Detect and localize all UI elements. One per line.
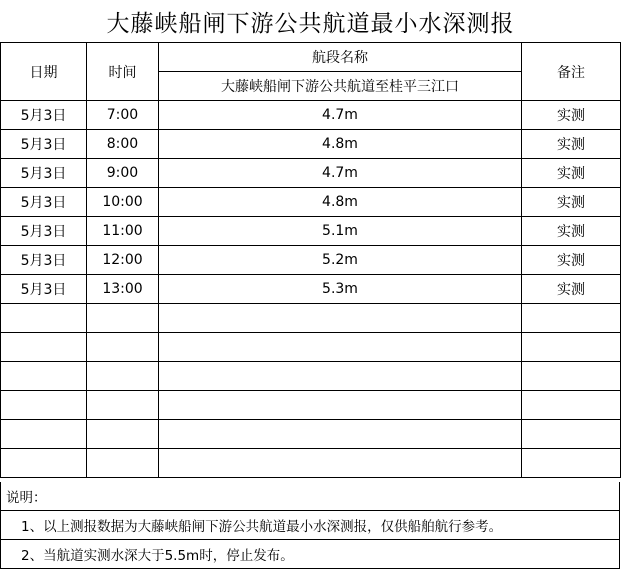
empty-cell: [1, 304, 87, 333]
empty-row: [1, 362, 621, 391]
cell-depth: 4.8m: [159, 188, 522, 217]
header-section-value: 大藤峡船闸下游公共航道至桂平三江口: [159, 72, 522, 101]
blank-grid-row: [1, 449, 621, 478]
cell-date: 5月3日: [1, 217, 87, 246]
header-row: [1, 43, 621, 72]
empty-row: [1, 391, 621, 420]
empty-cell: [159, 333, 522, 362]
cell-time: 8:00: [87, 130, 159, 159]
cell-remark: 实测: [522, 217, 621, 246]
cell-remark: 实测: [522, 246, 621, 275]
note-item: 1、以上测报数据为大藤峡船闸下游公共航道最小水深测报，仅供船舶航行参考。: [0, 511, 620, 540]
cell-time: 12:00: [87, 246, 159, 275]
cell-date: 5月3日: [1, 275, 87, 304]
notes-section: [0, 482, 620, 569]
empty-cell: [159, 362, 522, 391]
grid-cell: [87, 449, 159, 478]
cell-date: 5月3日: [1, 159, 87, 188]
grid-cell: [159, 449, 522, 478]
cell-depth: 4.8m: [159, 130, 522, 159]
cell-remark: 实测: [522, 101, 621, 130]
cell-date: 5月3日: [1, 246, 87, 275]
empty-cell: [1, 391, 87, 420]
cell-date: 5月3日: [1, 188, 87, 217]
cell-depth: 5.1m: [159, 217, 522, 246]
empty-cell: [159, 420, 522, 449]
table-row: [1, 275, 621, 304]
cell-depth: 4.7m: [159, 159, 522, 188]
empty-cell: [159, 304, 522, 333]
header-date: 日期: [1, 43, 87, 101]
header-remark: 备注: [522, 43, 621, 101]
empty-cell: [87, 362, 159, 391]
empty-cell: [1, 362, 87, 391]
cell-remark: 实测: [522, 159, 621, 188]
table-row: [1, 101, 621, 130]
cell-date: 5月3日: [1, 101, 87, 130]
empty-cell: [522, 420, 621, 449]
table-row: [1, 159, 621, 188]
header-time: 时间: [87, 43, 159, 101]
cell-remark: 实测: [522, 130, 621, 159]
empty-row: [1, 333, 621, 362]
empty-cell: [522, 362, 621, 391]
table-row: [1, 217, 621, 246]
empty-cell: [87, 420, 159, 449]
cell-time: 9:00: [87, 159, 159, 188]
cell-depth: 5.2m: [159, 246, 522, 275]
empty-cell: [87, 333, 159, 362]
empty-cell: [1, 420, 87, 449]
grid-cell: [522, 449, 621, 478]
empty-cell: [87, 391, 159, 420]
cell-depth: 5.3m: [159, 275, 522, 304]
empty-cell: [522, 391, 621, 420]
report-title: 大藤峡船闸下游公共航道最小水深测报: [106, 10, 515, 37]
cell-time: 7:00: [87, 101, 159, 130]
cell-depth: 4.7m: [159, 101, 522, 130]
table-row: [1, 188, 621, 217]
empty-cell: [522, 333, 621, 362]
empty-cell: [159, 391, 522, 420]
cell-time: 13:00: [87, 275, 159, 304]
cell-date: 5月3日: [1, 130, 87, 159]
empty-row: [1, 304, 621, 333]
header-section-name: 航段名称: [159, 43, 522, 72]
grid-cell: [1, 449, 87, 478]
empty-row: [1, 420, 621, 449]
notes-label: 说明：: [0, 482, 620, 511]
cell-remark: 实测: [522, 275, 621, 304]
empty-cell: [522, 304, 621, 333]
table-row: [1, 246, 621, 275]
cell-remark: 实测: [522, 188, 621, 217]
empty-cell: [87, 304, 159, 333]
cell-time: 10:00: [87, 188, 159, 217]
cell-time: 11:00: [87, 217, 159, 246]
empty-cell: [1, 333, 87, 362]
note-item: 2、当航道实测水深大于5.5m时，停止发布。: [0, 540, 620, 569]
table-row: [1, 130, 621, 159]
depth-report-table: [0, 42, 621, 478]
